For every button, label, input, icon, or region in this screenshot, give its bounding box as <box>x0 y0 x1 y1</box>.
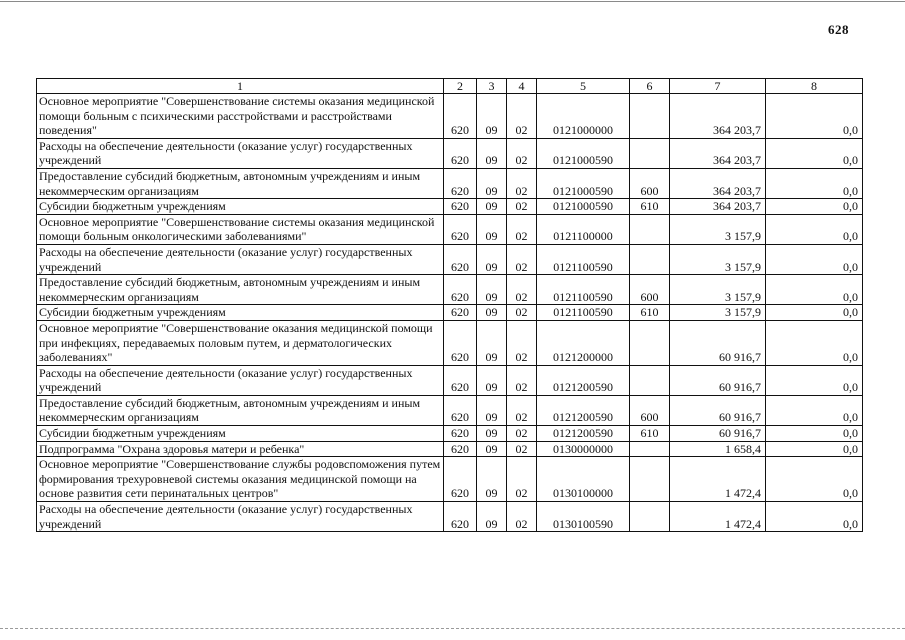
cell-code-6: 600 <box>630 395 670 425</box>
top-edge-rule <box>0 1 905 2</box>
table-row <box>37 441 863 457</box>
cell-code-3: 09 <box>477 244 507 274</box>
cell-code-2: 620 <box>444 305 477 321</box>
cell-amount-8: 0,0 <box>766 502 863 532</box>
cell-amount-8: 0,0 <box>766 320 863 365</box>
cell-code-2: 620 <box>444 320 477 365</box>
cell-amount-7: 60 916,7 <box>670 395 766 425</box>
cell-code-6 <box>630 457 670 502</box>
cell-amount-7: 3 157,9 <box>670 244 766 274</box>
cell-code-3: 09 <box>477 441 507 457</box>
cell-amount-8: 0,0 <box>766 305 863 321</box>
table-row <box>37 244 863 274</box>
cell-code-5: 0121200000 <box>537 320 630 365</box>
cell-code-2: 620 <box>444 168 477 198</box>
cell-amount-8: 0,0 <box>766 441 863 457</box>
cell-code-5: 0121000000 <box>537 94 630 139</box>
cell-code-2: 620 <box>444 138 477 168</box>
cell-code-2: 620 <box>444 214 477 244</box>
table-row <box>37 365 863 395</box>
table-row <box>37 199 863 215</box>
cell-amount-7: 1 658,4 <box>670 441 766 457</box>
cell-code-6 <box>630 214 670 244</box>
cell-code-3: 09 <box>477 457 507 502</box>
cell-code-5: 0121200590 <box>537 365 630 395</box>
cell-code-2: 620 <box>444 457 477 502</box>
cell-code-6: 610 <box>630 305 670 321</box>
table-row <box>37 320 863 365</box>
cell-code-2: 620 <box>444 395 477 425</box>
table-row <box>37 214 863 244</box>
cell-code-3: 09 <box>477 365 507 395</box>
cell-code-2: 620 <box>444 94 477 139</box>
cell-code-5: 0130000000 <box>537 441 630 457</box>
cell-code-6: 610 <box>630 426 670 442</box>
row-name: Основное мероприятие "Совершенствование системы оказания медицинской помощи больным онкологическими заболеваниями" <box>37 214 444 244</box>
cell-code-4: 02 <box>507 441 537 457</box>
cell-amount-8: 0,0 <box>766 168 863 198</box>
cell-amount-7: 60 916,7 <box>670 426 766 442</box>
cell-code-6 <box>630 320 670 365</box>
row-name: Субсидии бюджетным учреждениям <box>37 199 444 215</box>
cell-code-5: 0121100590 <box>537 244 630 274</box>
cell-amount-8: 0,0 <box>766 199 863 215</box>
header-row <box>37 79 863 94</box>
cell-code-3: 09 <box>477 138 507 168</box>
cell-amount-7: 3 157,9 <box>670 214 766 244</box>
cell-code-3: 09 <box>477 320 507 365</box>
cell-code-2: 620 <box>444 199 477 215</box>
cell-amount-8: 0,0 <box>766 365 863 395</box>
cell-code-3: 09 <box>477 426 507 442</box>
cell-code-3: 09 <box>477 94 507 139</box>
cell-code-4: 02 <box>507 214 537 244</box>
cell-code-6 <box>630 138 670 168</box>
cell-amount-8: 0,0 <box>766 426 863 442</box>
cell-code-3: 09 <box>477 395 507 425</box>
cell-code-4: 02 <box>507 395 537 425</box>
cell-amount-7: 3 157,9 <box>670 275 766 305</box>
cell-code-5: 0121100590 <box>537 305 630 321</box>
row-name: Основное мероприятие "Совершенствование оказания медицинской помощи при инфекциях, передаваемых половым путем, и дерматологических заболеваниях" <box>37 320 444 365</box>
page-number: 628 <box>828 22 849 37</box>
cell-code-4: 02 <box>507 320 537 365</box>
table-body <box>37 94 863 532</box>
cell-code-3: 09 <box>477 168 507 198</box>
column-header-1: 1 <box>37 79 444 94</box>
cell-amount-7: 364 203,7 <box>670 199 766 215</box>
cell-code-6: 610 <box>630 199 670 215</box>
bottom-edge-rule <box>0 628 905 629</box>
cell-code-5: 0130100590 <box>537 502 630 532</box>
cell-amount-8: 0,0 <box>766 457 863 502</box>
cell-code-5: 0121000590 <box>537 199 630 215</box>
cell-code-4: 02 <box>507 244 537 274</box>
row-name: Расходы на обеспечение деятельности (оказание услуг) государственных учреждений <box>37 502 444 532</box>
cell-code-3: 09 <box>477 305 507 321</box>
cell-code-5: 0121100000 <box>537 214 630 244</box>
table-row <box>37 426 863 442</box>
cell-code-4: 02 <box>507 365 537 395</box>
cell-code-4: 02 <box>507 275 537 305</box>
cell-code-5: 0121200590 <box>537 395 630 425</box>
cell-code-4: 02 <box>507 305 537 321</box>
cell-amount-7: 364 203,7 <box>670 94 766 139</box>
table-header <box>37 79 863 94</box>
cell-code-3: 09 <box>477 275 507 305</box>
cell-code-3: 09 <box>477 502 507 532</box>
cell-amount-8: 0,0 <box>766 244 863 274</box>
cell-amount-8: 0,0 <box>766 138 863 168</box>
cell-amount-8: 0,0 <box>766 395 863 425</box>
cell-code-4: 02 <box>507 199 537 215</box>
row-name: Подпрограмма "Охрана здоровья матери и ребенка" <box>37 441 444 457</box>
cell-amount-7: 3 157,9 <box>670 305 766 321</box>
cell-code-2: 620 <box>444 275 477 305</box>
column-header-7: 7 <box>670 79 766 94</box>
cell-code-4: 02 <box>507 457 537 502</box>
cell-code-5: 0130100000 <box>537 457 630 502</box>
cell-code-6 <box>630 502 670 532</box>
cell-code-6 <box>630 441 670 457</box>
cell-code-5: 0121100590 <box>537 275 630 305</box>
table-row <box>37 395 863 425</box>
cell-code-5: 0121000590 <box>537 168 630 198</box>
budget-table <box>36 78 863 532</box>
table-row <box>37 275 863 305</box>
row-name: Расходы на обеспечение деятельности (оказание услуг) государственных учреждений <box>37 138 444 168</box>
cell-code-5: 0121000590 <box>537 138 630 168</box>
row-name: Расходы на обеспечение деятельности (оказание услуг) государственных учреждений <box>37 365 444 395</box>
table-row <box>37 94 863 139</box>
cell-amount-7: 1 472,4 <box>670 457 766 502</box>
table-row <box>37 305 863 321</box>
column-header-8: 8 <box>766 79 863 94</box>
row-name: Субсидии бюджетным учреждениям <box>37 426 444 442</box>
row-name: Предоставление субсидий бюджетным, автономным учреждениям и иным некоммерческим организациям <box>37 168 444 198</box>
cell-code-4: 02 <box>507 502 537 532</box>
cell-code-6 <box>630 94 670 139</box>
row-name: Предоставление субсидий бюджетным, автономным учреждениям и иным некоммерческим организациям <box>37 395 444 425</box>
column-header-6: 6 <box>630 79 670 94</box>
cell-code-2: 620 <box>444 426 477 442</box>
table-row <box>37 168 863 198</box>
cell-amount-8: 0,0 <box>766 214 863 244</box>
cell-code-2: 620 <box>444 244 477 274</box>
cell-amount-7: 364 203,7 <box>670 138 766 168</box>
cell-amount-8: 0,0 <box>766 275 863 305</box>
cell-code-6 <box>630 365 670 395</box>
cell-code-4: 02 <box>507 168 537 198</box>
cell-code-2: 620 <box>444 502 477 532</box>
table-row <box>37 457 863 502</box>
row-name: Основное мероприятие "Совершенствование системы оказания медицинской помощи больным с психическими расстройствами и расстройствами поведения" <box>37 94 444 139</box>
cell-code-6 <box>630 244 670 274</box>
cell-code-4: 02 <box>507 94 537 139</box>
cell-code-3: 09 <box>477 214 507 244</box>
cell-amount-7: 364 203,7 <box>670 168 766 198</box>
row-name: Основное мероприятие "Совершенствование службы родовспоможения путем формирования трехуровневой системы оказания медицинской помощи на основе развития сети перинатальных центров" <box>37 457 444 502</box>
cell-code-2: 620 <box>444 441 477 457</box>
cell-code-4: 02 <box>507 138 537 168</box>
cell-code-2: 620 <box>444 365 477 395</box>
cell-code-5: 0121200590 <box>537 426 630 442</box>
cell-amount-7: 60 916,7 <box>670 365 766 395</box>
row-name: Расходы на обеспечение деятельности (оказание услуг) государственных учреждений <box>37 244 444 274</box>
cell-amount-7: 60 916,7 <box>670 320 766 365</box>
cell-code-6: 600 <box>630 168 670 198</box>
cell-code-6: 600 <box>630 275 670 305</box>
cell-code-3: 09 <box>477 199 507 215</box>
column-header-4: 4 <box>507 79 537 94</box>
column-header-2: 2 <box>444 79 477 94</box>
cell-code-4: 02 <box>507 426 537 442</box>
table-row <box>37 138 863 168</box>
row-name: Субсидии бюджетным учреждениям <box>37 305 444 321</box>
column-header-3: 3 <box>477 79 507 94</box>
cell-amount-7: 1 472,4 <box>670 502 766 532</box>
table-row <box>37 502 863 532</box>
row-name: Предоставление субсидий бюджетным, автономным учреждениям и иным некоммерческим организациям <box>37 275 444 305</box>
cell-amount-8: 0,0 <box>766 94 863 139</box>
column-header-5: 5 <box>537 79 630 94</box>
